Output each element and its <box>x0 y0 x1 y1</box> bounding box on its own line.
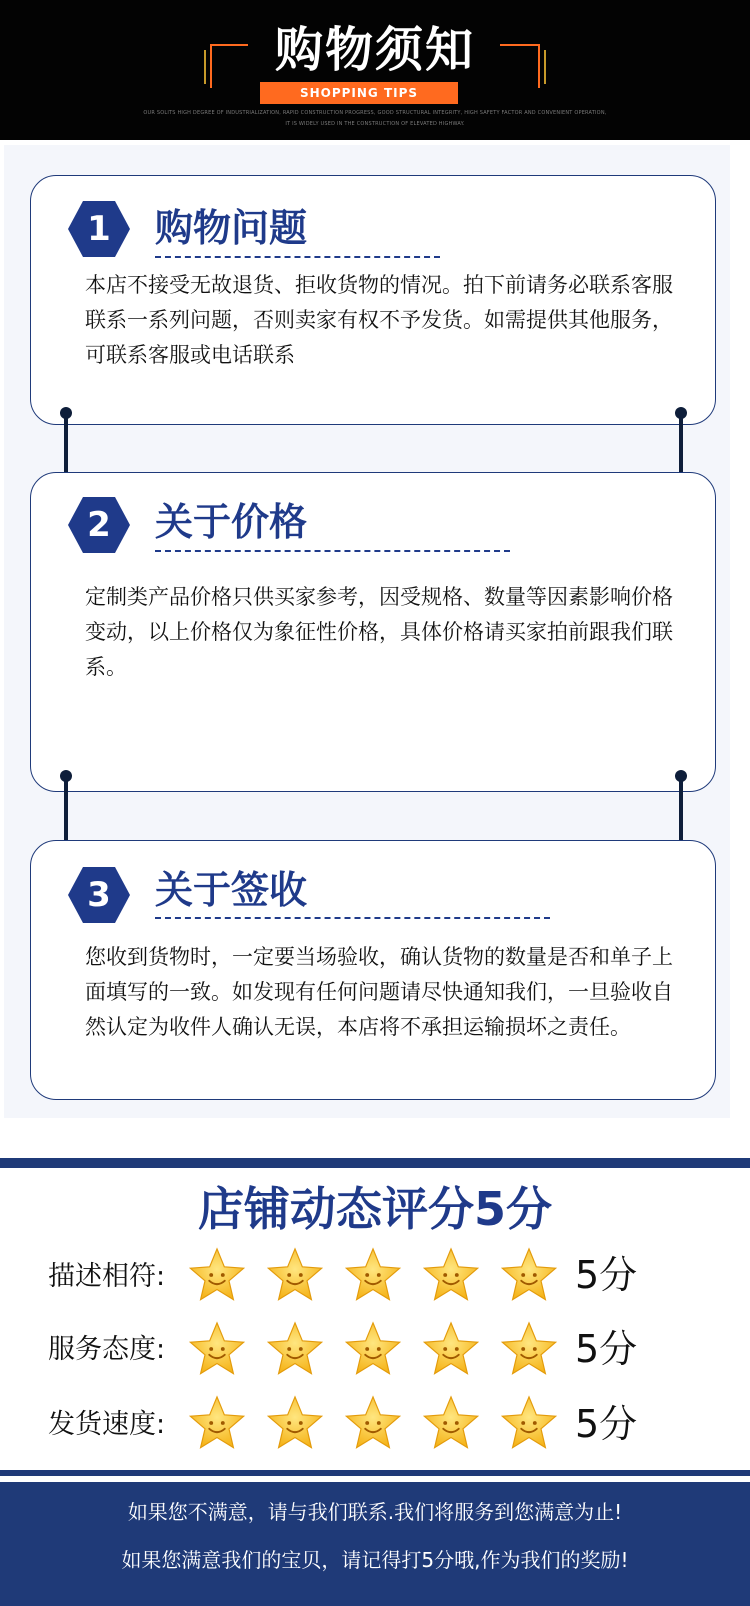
star-icon <box>266 1246 324 1304</box>
star-icon <box>344 1394 402 1452</box>
header-banner <box>0 0 750 140</box>
card-number: 2 <box>87 505 111 545</box>
card-number: 1 <box>87 209 111 249</box>
rating-label-description: 描述相符: <box>48 1261 166 1292</box>
footer-line-1: 如果您不满意，请与我们联系.我们将服务到您满意为止! <box>127 1500 623 1524</box>
star-icon <box>188 1246 246 1304</box>
card-body: 您收到货物时，一定要当场验收，确认货物的数量是否和单子上面填写的一致。如发现有任何问题请尽快通知我们，一旦验收自然认定为收件人确认无误，本店将不承担运输损坏之责任。 <box>85 945 673 1039</box>
decor-line <box>210 44 248 46</box>
dashed-divider <box>155 550 510 552</box>
fine-print: OUR SOLITS HIGH DEGREE OF INDUSTRIALIZATION, RAPID CONSTRUCTION PROGRESS, GOOD STRUCTURAL INTEGRITY, HIGH SAFETY FACTOR AND CONVENIENT OPERATION, <box>143 110 607 116</box>
connector-line <box>679 776 683 848</box>
footer-line-2: 如果您满意我们的宝贝，请记得打5分哦,作为我们的奖励! <box>121 1548 629 1572</box>
card-title: 购物问题 <box>155 206 308 250</box>
rating-score: 5分 <box>575 1253 638 1297</box>
star-icon <box>344 1320 402 1378</box>
rating-score: 5分 <box>575 1327 638 1371</box>
star-icon <box>422 1246 480 1304</box>
dashed-divider <box>155 256 440 258</box>
card-body: 定制类产品价格只供买家参考，因受规格、数量等因素影响价格变动，以上价格仅为象征性价格，具体价格请买家拍前跟我们联系。 <box>85 585 673 679</box>
fine-print: IT IS WIDELY USED IN THE CONSTRUCTION OF ELEVATED HIGHWAY. <box>285 121 465 127</box>
card-title: 关于价格 <box>155 500 308 544</box>
dashed-divider <box>155 917 550 919</box>
decor-line <box>544 50 546 84</box>
rating-title: 店铺动态评分5分 <box>197 1182 552 1236</box>
decor-line <box>204 50 206 84</box>
page-title: 购物须知 <box>274 22 475 78</box>
star-icon <box>266 1320 324 1378</box>
divider-bar <box>0 1470 750 1476</box>
star-icon <box>188 1320 246 1378</box>
decor-line <box>500 44 540 46</box>
rating-score: 5分 <box>575 1402 638 1446</box>
footer-banner <box>0 1482 750 1606</box>
card-body: 本店不接受无故退货、拒收货物的情况。拍下前请务必联系客服联系一系列问题，否则卖家有权不予发货。如需提供其他服务，可联系客服或电话联系 <box>85 273 673 367</box>
card-title: 关于签收 <box>155 868 308 912</box>
connector-line <box>64 776 68 848</box>
card-number: 3 <box>87 875 111 915</box>
divider-bar <box>0 1158 750 1168</box>
rating-label-service: 服务态度: <box>48 1334 166 1365</box>
decor-line <box>538 44 540 88</box>
star-icon <box>500 1394 558 1452</box>
star-icon <box>422 1320 480 1378</box>
star-icon <box>422 1394 480 1452</box>
decor-line <box>210 44 212 88</box>
star-icon <box>188 1394 246 1452</box>
star-icon <box>500 1246 558 1304</box>
star-icon <box>266 1394 324 1452</box>
star-icon <box>344 1246 402 1304</box>
rating-label-shipping: 发货速度: <box>48 1409 166 1440</box>
star-icon <box>500 1320 558 1378</box>
shopping-tips-badge: SHOPPING TIPS <box>260 82 458 104</box>
